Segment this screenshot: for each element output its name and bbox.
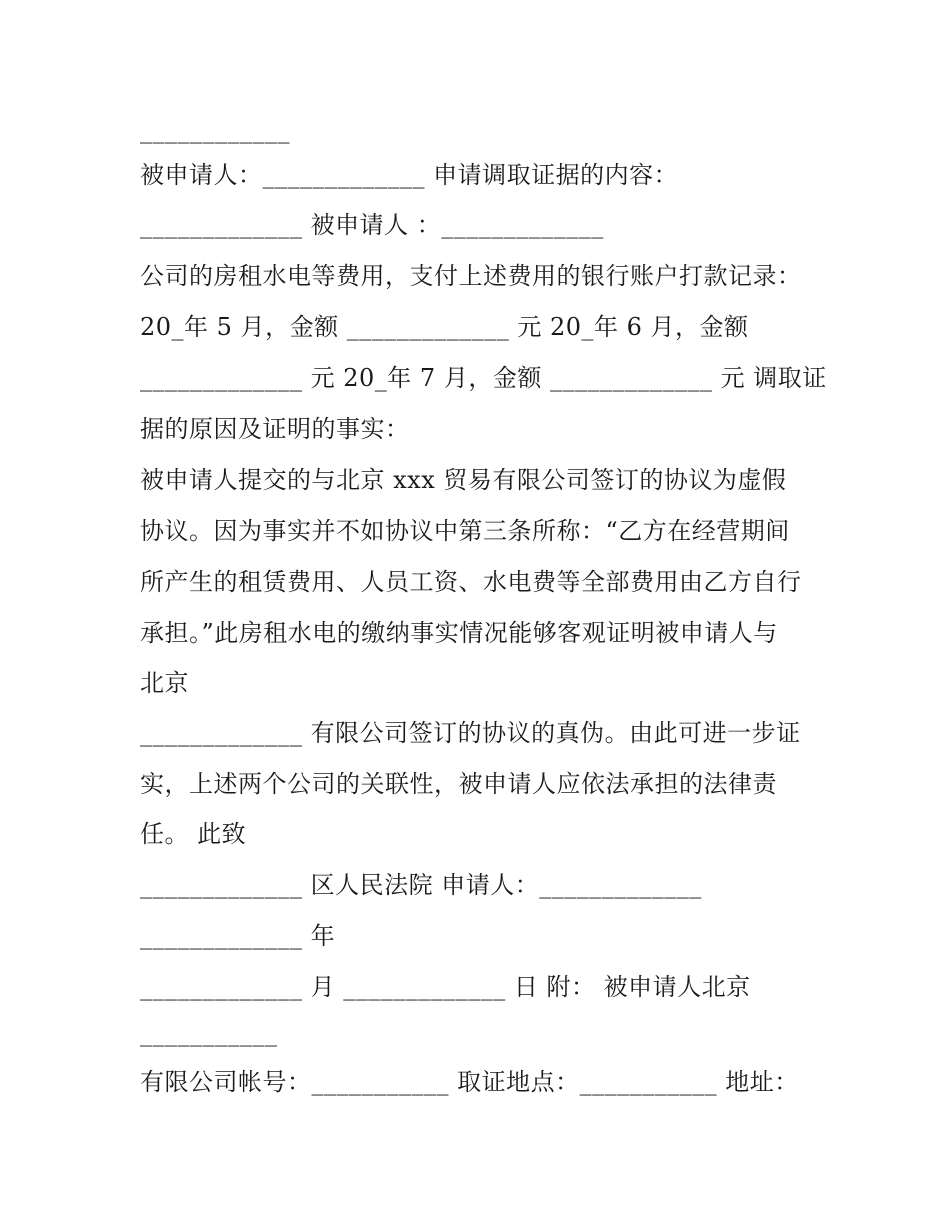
text-line: 公司的房租水电等费用，支付上述费用的银行账户打款记录： [140, 262, 802, 290]
text-line: 被申请人提交的与北京 xxx 贸易有限公司签订的协议为虚假 [140, 466, 787, 494]
text-line: 承担。”此房租水电的缴纳事实情况能够客观证明被申请人与 [140, 619, 778, 647]
text-line: _____________ 区人民法院 申请人：_____________ [140, 871, 702, 899]
text-line: 据的原因及证明的事实： [140, 415, 410, 443]
text-line: _____________ 有限公司签订的协议的真伪。由此可进一步证 [140, 719, 801, 747]
text-line: 实，上述两个公司的关联性，被申请人应依法承担的法律责 [140, 770, 777, 798]
text-line: 有限公司帐号：___________ 取证地点：___________ 地址： [140, 1068, 799, 1096]
text-line: _____________ 被申请人 ：_____________ [140, 211, 604, 239]
text-line: 任。 此致 [140, 820, 247, 848]
blank-line-top: ____________ [140, 116, 290, 144]
text-line: 被申请人：_____________ 申请调取证据的内容： [140, 161, 679, 189]
text-line: 所产生的租赁费用、人员工资、水电费等全部费用由乙方自行 [140, 568, 802, 596]
text-line: 20_年 5 月，金额 _____________ 元 20_年 6 月，金额 [140, 313, 749, 341]
text-line: _____________ 元 20_年 7 月，金额 _____________ 元 调取证 [140, 364, 827, 392]
blank-line: ___________ [140, 1019, 278, 1047]
text-line: 协议。因为事实并不如协议中第三条所称：“乙方在经营期间 [140, 517, 790, 545]
text-line: _____________ 月 _____________ 日 附： 被申请人北京 [140, 973, 751, 1001]
text-line: 北京 [140, 669, 189, 697]
text-line: _____________ 年 [140, 922, 336, 950]
